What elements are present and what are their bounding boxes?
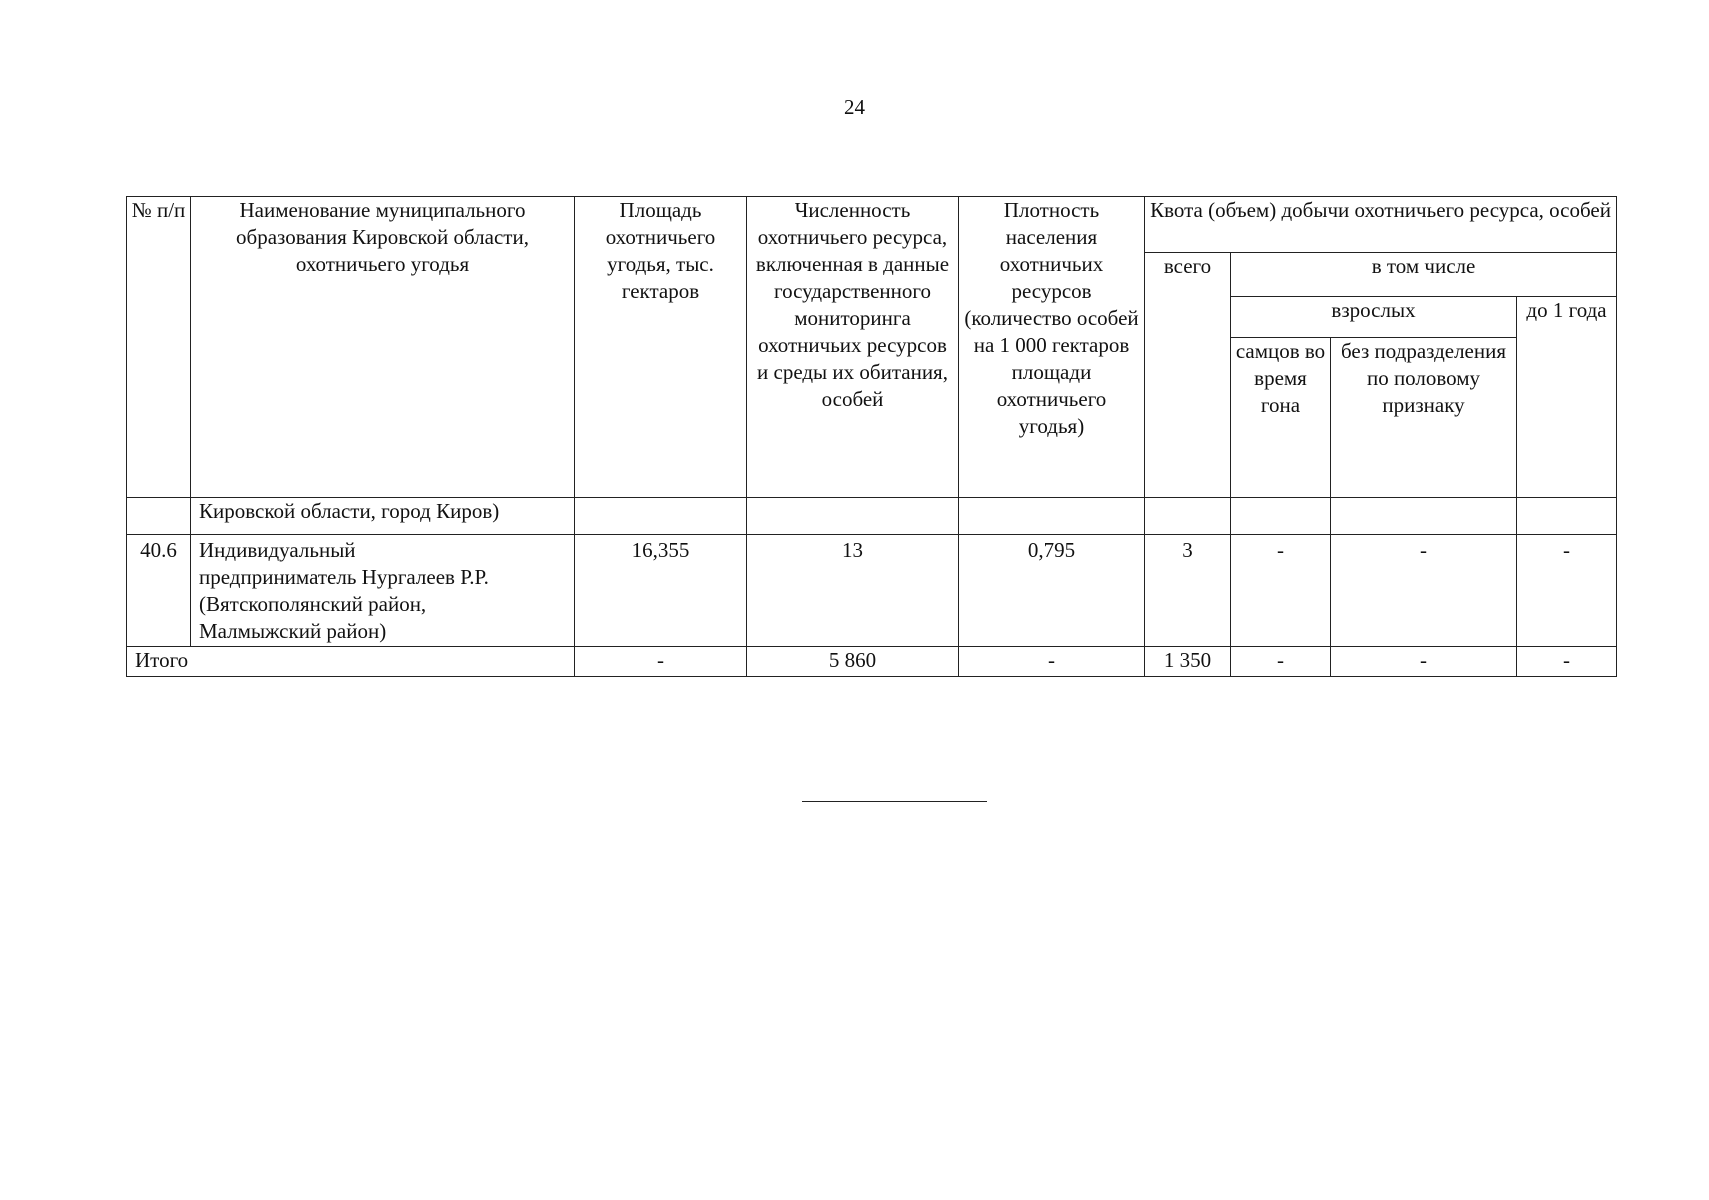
cell-total bbox=[1145, 498, 1231, 535]
cell-density: 0,795 bbox=[959, 535, 1145, 647]
cell-no bbox=[127, 498, 191, 535]
header-males-rut: самцов во время гона bbox=[1231, 338, 1331, 498]
name-line: Индивидуальный bbox=[199, 538, 356, 562]
cell-under-one: - bbox=[1517, 535, 1617, 647]
header-no: № п/п bbox=[127, 197, 191, 498]
header-adults: взрослых bbox=[1231, 297, 1517, 338]
summary-under-one: - bbox=[1517, 647, 1617, 677]
summary-label: Итого bbox=[127, 647, 575, 677]
name-line: Малмыжский район) bbox=[199, 619, 387, 643]
header-total: всего bbox=[1145, 253, 1231, 498]
cell-name bbox=[191, 535, 575, 647]
summary-no-sex-division: - bbox=[1331, 647, 1517, 677]
cell-males-rut bbox=[1231, 498, 1331, 535]
header-no-sex-division: без подразделения по половому признаку bbox=[1331, 338, 1517, 498]
quota-table bbox=[126, 196, 1617, 677]
header-including: в том числе bbox=[1231, 253, 1617, 297]
cell-no-sex-division: - bbox=[1331, 535, 1517, 647]
summary-row bbox=[127, 647, 1617, 677]
summary-males-rut: - bbox=[1231, 647, 1331, 677]
cell-population bbox=[747, 498, 959, 535]
cell-name: Кировской области, город Киров) bbox=[191, 498, 575, 535]
table-row bbox=[127, 498, 1617, 535]
cell-area: 16,355 bbox=[575, 535, 747, 647]
cell-population: 13 bbox=[747, 535, 959, 647]
header-row bbox=[127, 197, 1617, 253]
cell-density bbox=[959, 498, 1145, 535]
name-line: (Вятскополянский район, bbox=[199, 592, 427, 616]
cell-males-rut: - bbox=[1231, 535, 1331, 647]
header-under-one: до 1 года bbox=[1517, 297, 1617, 498]
header-name: Наименование муниципального образования Кировской области, охотничьего угодья bbox=[191, 197, 575, 498]
name-line: предприниматель Нургалеев Р.Р. bbox=[199, 565, 489, 589]
header-density: Плотность населения охотничьих ресурсов (количество особей на 1 000 гектаров площади охотничьего угодья) bbox=[959, 197, 1145, 498]
page-number: 24 bbox=[844, 95, 865, 119]
cell-total: 3 bbox=[1145, 535, 1231, 647]
header-population: Численность охотничьего ресурса, включенная в данные государственного мониторинга охотничьих ресурсов и среды их обитания, особей bbox=[747, 197, 959, 498]
cell-under-one bbox=[1517, 498, 1617, 535]
summary-total: 1 350 bbox=[1145, 647, 1231, 677]
header-area: Площадь охотничьего угодья, тыс. гектаров bbox=[575, 197, 747, 498]
summary-density: - bbox=[959, 647, 1145, 677]
cell-no-sex-division bbox=[1331, 498, 1517, 535]
header-quota: Квота (объем) добычи охотничьего ресурса, особей bbox=[1145, 197, 1617, 253]
summary-area: - bbox=[575, 647, 747, 677]
table-row bbox=[127, 535, 1617, 647]
end-divider-line bbox=[802, 801, 987, 802]
cell-area bbox=[575, 498, 747, 535]
cell-no: 40.6 bbox=[127, 535, 191, 647]
summary-population: 5 860 bbox=[747, 647, 959, 677]
